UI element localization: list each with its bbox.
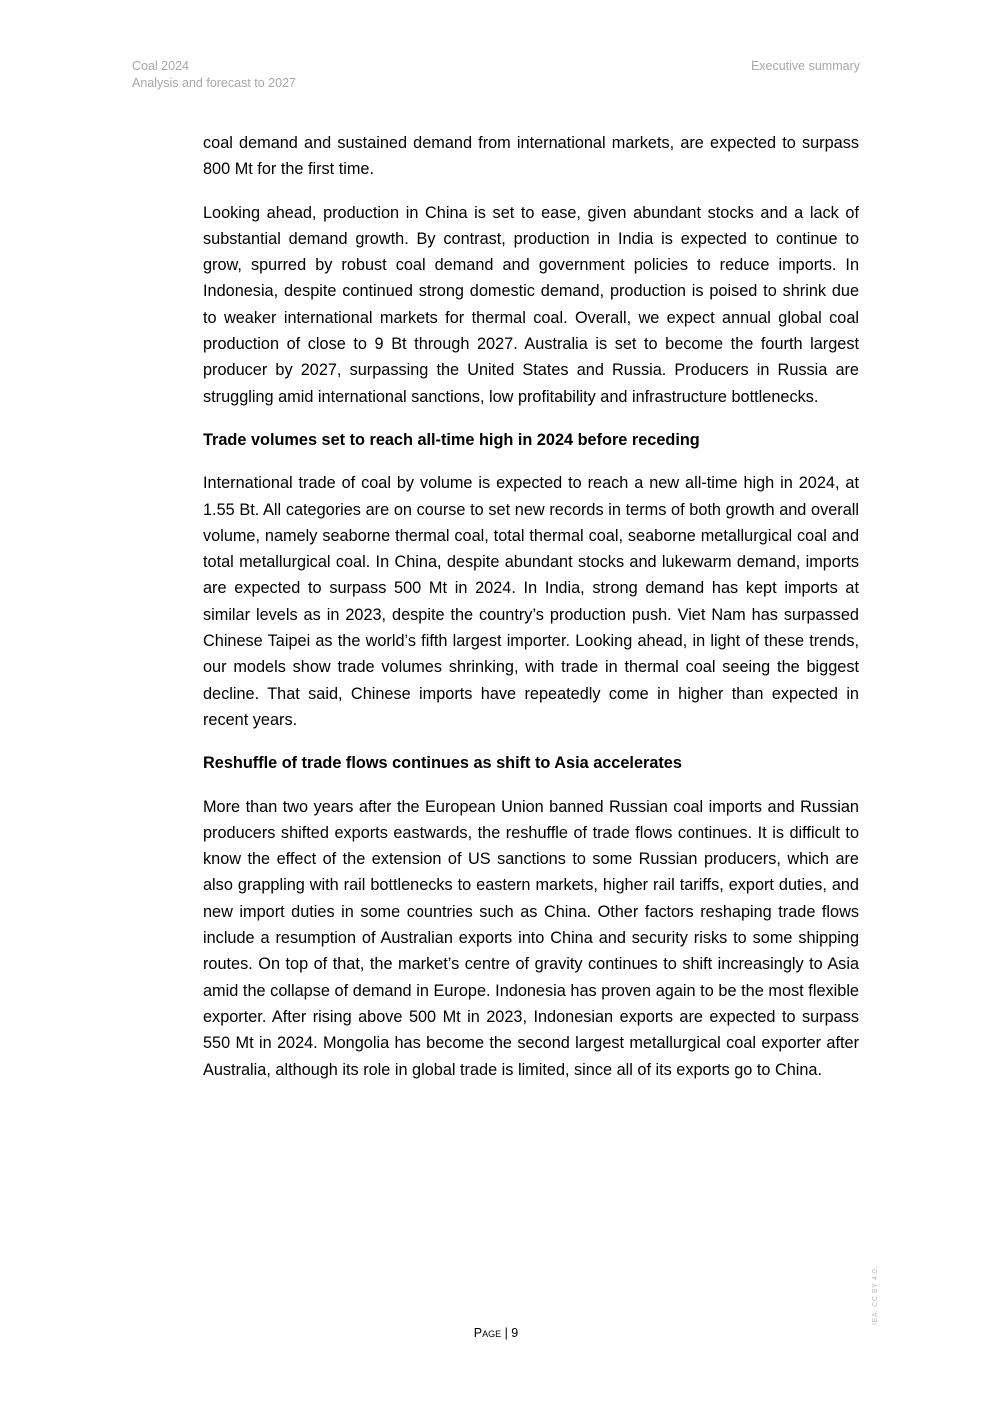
license-notice: IEA. CC BY 4.0.	[872, 1265, 879, 1325]
section-heading: Reshuffle of trade flows continues as shift to Asia accelerates	[203, 754, 682, 773]
report-title: Coal 2024	[132, 59, 189, 73]
paragraph: coal demand and sustained demand from international markets, are expected to surpass 800 Mt for the first time.	[203, 134, 859, 179]
page-number: 9	[511, 1326, 519, 1340]
paragraph: International trade of coal by volume is expected to reach a new all-time high in 2024, at 1.55 Bt. All categories are on course to set new records in terms of both growth and overall volume, namely seaborne thermal coal, total thermal coal, seaborne metallurgical coal and total metallurgical coal. In China, despite abundant stocks and lukewarm demand, imports are expected to surpass 500 Mt in 2024. In India, strong demand has kept imports at similar levels as in 2023, despite the country’s production push. Viet Nam has surpassed Chinese Taipei as the world’s fifth largest importer. Looking ahead, in light of these trends, our models show trade volumes shrinking, with trade in thermal coal seeing the biggest decline. That said, Chinese imports have repeatedly come in higher than expected in recent years.	[203, 474, 859, 729]
paragraph: Looking ahead, production in China is set to ease, given abundant stocks and a lack of substantial demand growth. By contrast, production in India is expected to continue to grow, spurred by robust coal demand and government policies to reduce imports. In Indonesia, despite continued strong domestic demand, production is poised to shrink due to weaker international markets for thermal coal. Overall, we expect annual global coal production of close to 9 Bt through 2027. Australia is set to become the fourth largest producer by 2027, surpassing the United States and Russia. Producers in Russia are struggling amid international sanctions, low profitability and infrastructure bottlenecks.	[203, 203, 859, 406]
section-heading: Trade volumes set to reach all-time high in 2024 before receding	[203, 430, 700, 449]
main-content	[203, 130, 859, 1100]
section-title: Executive summary	[750, 59, 860, 73]
report-header	[132, 58, 296, 92]
page-footer	[0, 1326, 992, 1340]
page-label: Page	[473, 1326, 502, 1340]
page-separator: |	[501, 1326, 512, 1340]
report-subtitle: Analysis and forecast to 2027	[132, 76, 296, 90]
paragraph: More than two years after the European Union banned Russian coal imports and Russian producers shifted exports eastwards, the reshuffle of trade flows continues. It is difficult to know the effect of the extension of US sanctions to some Russian producers, which are also grappling with rail bottlenecks to eastern markets, higher rail tariffs, export duties, and new import duties in some countries such as China. Other factors reshaping trade flows include a resumption of Australian exports into China and security risks to some shipping routes. On top of that, the market’s centre of gravity continues to shift increasingly to Asia amid the collapse of demand in Europe. Indonesia has proven again to be the most flexible exporter. After rising above 500 Mt in 2023, Indonesian exports are expected to surpass 550 Mt in 2024. Mongolia has become the second largest metallurgical coal exporter after Australia, although its role in global trade is limited, since all of its exports go to China.	[203, 797, 859, 1079]
